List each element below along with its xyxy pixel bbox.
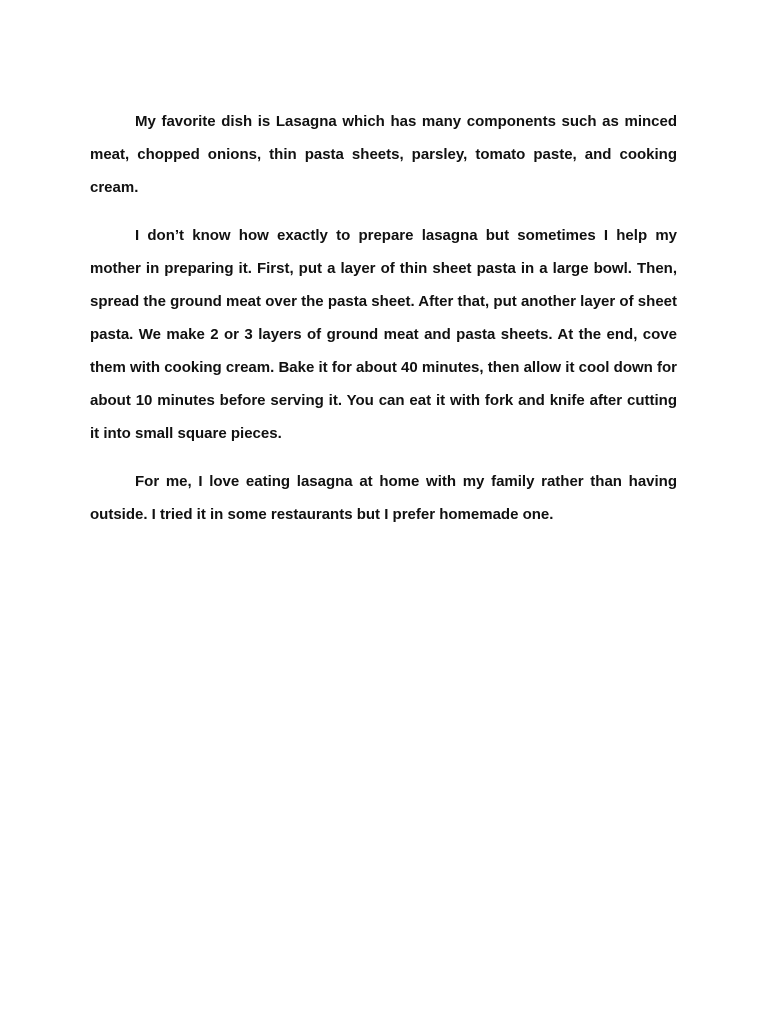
paragraph-conclusion: For me, I love eating lasagna at home with my family rather than having outside. I tried it in some restaurants but I prefer homemade one. — [90, 473, 677, 523]
paragraph-intro: My favorite dish is Lasagna which has many components such as minced meat, chopped onions, thin pasta sheets, parsley, tomato paste, and cooking cream. — [90, 113, 677, 196]
document-body — [90, 105, 677, 546]
paragraph-preparation: I don’t know how exactly to prepare lasagna but sometimes I help my mother in preparing it. First, put a layer of thin sheet pasta in a large bowl. Then, spread the ground meat over the pasta sheet. After that, put another layer of sheet pasta. We make 2 or 3 layers of ground meat and pasta sheets. At the end, cove them with cooking cream. Bake it for about 40 minutes, then allow it cool down for about 10 minutes before serving it. You can eat it with fork and knife after cutting it into small square pieces. — [90, 227, 677, 442]
